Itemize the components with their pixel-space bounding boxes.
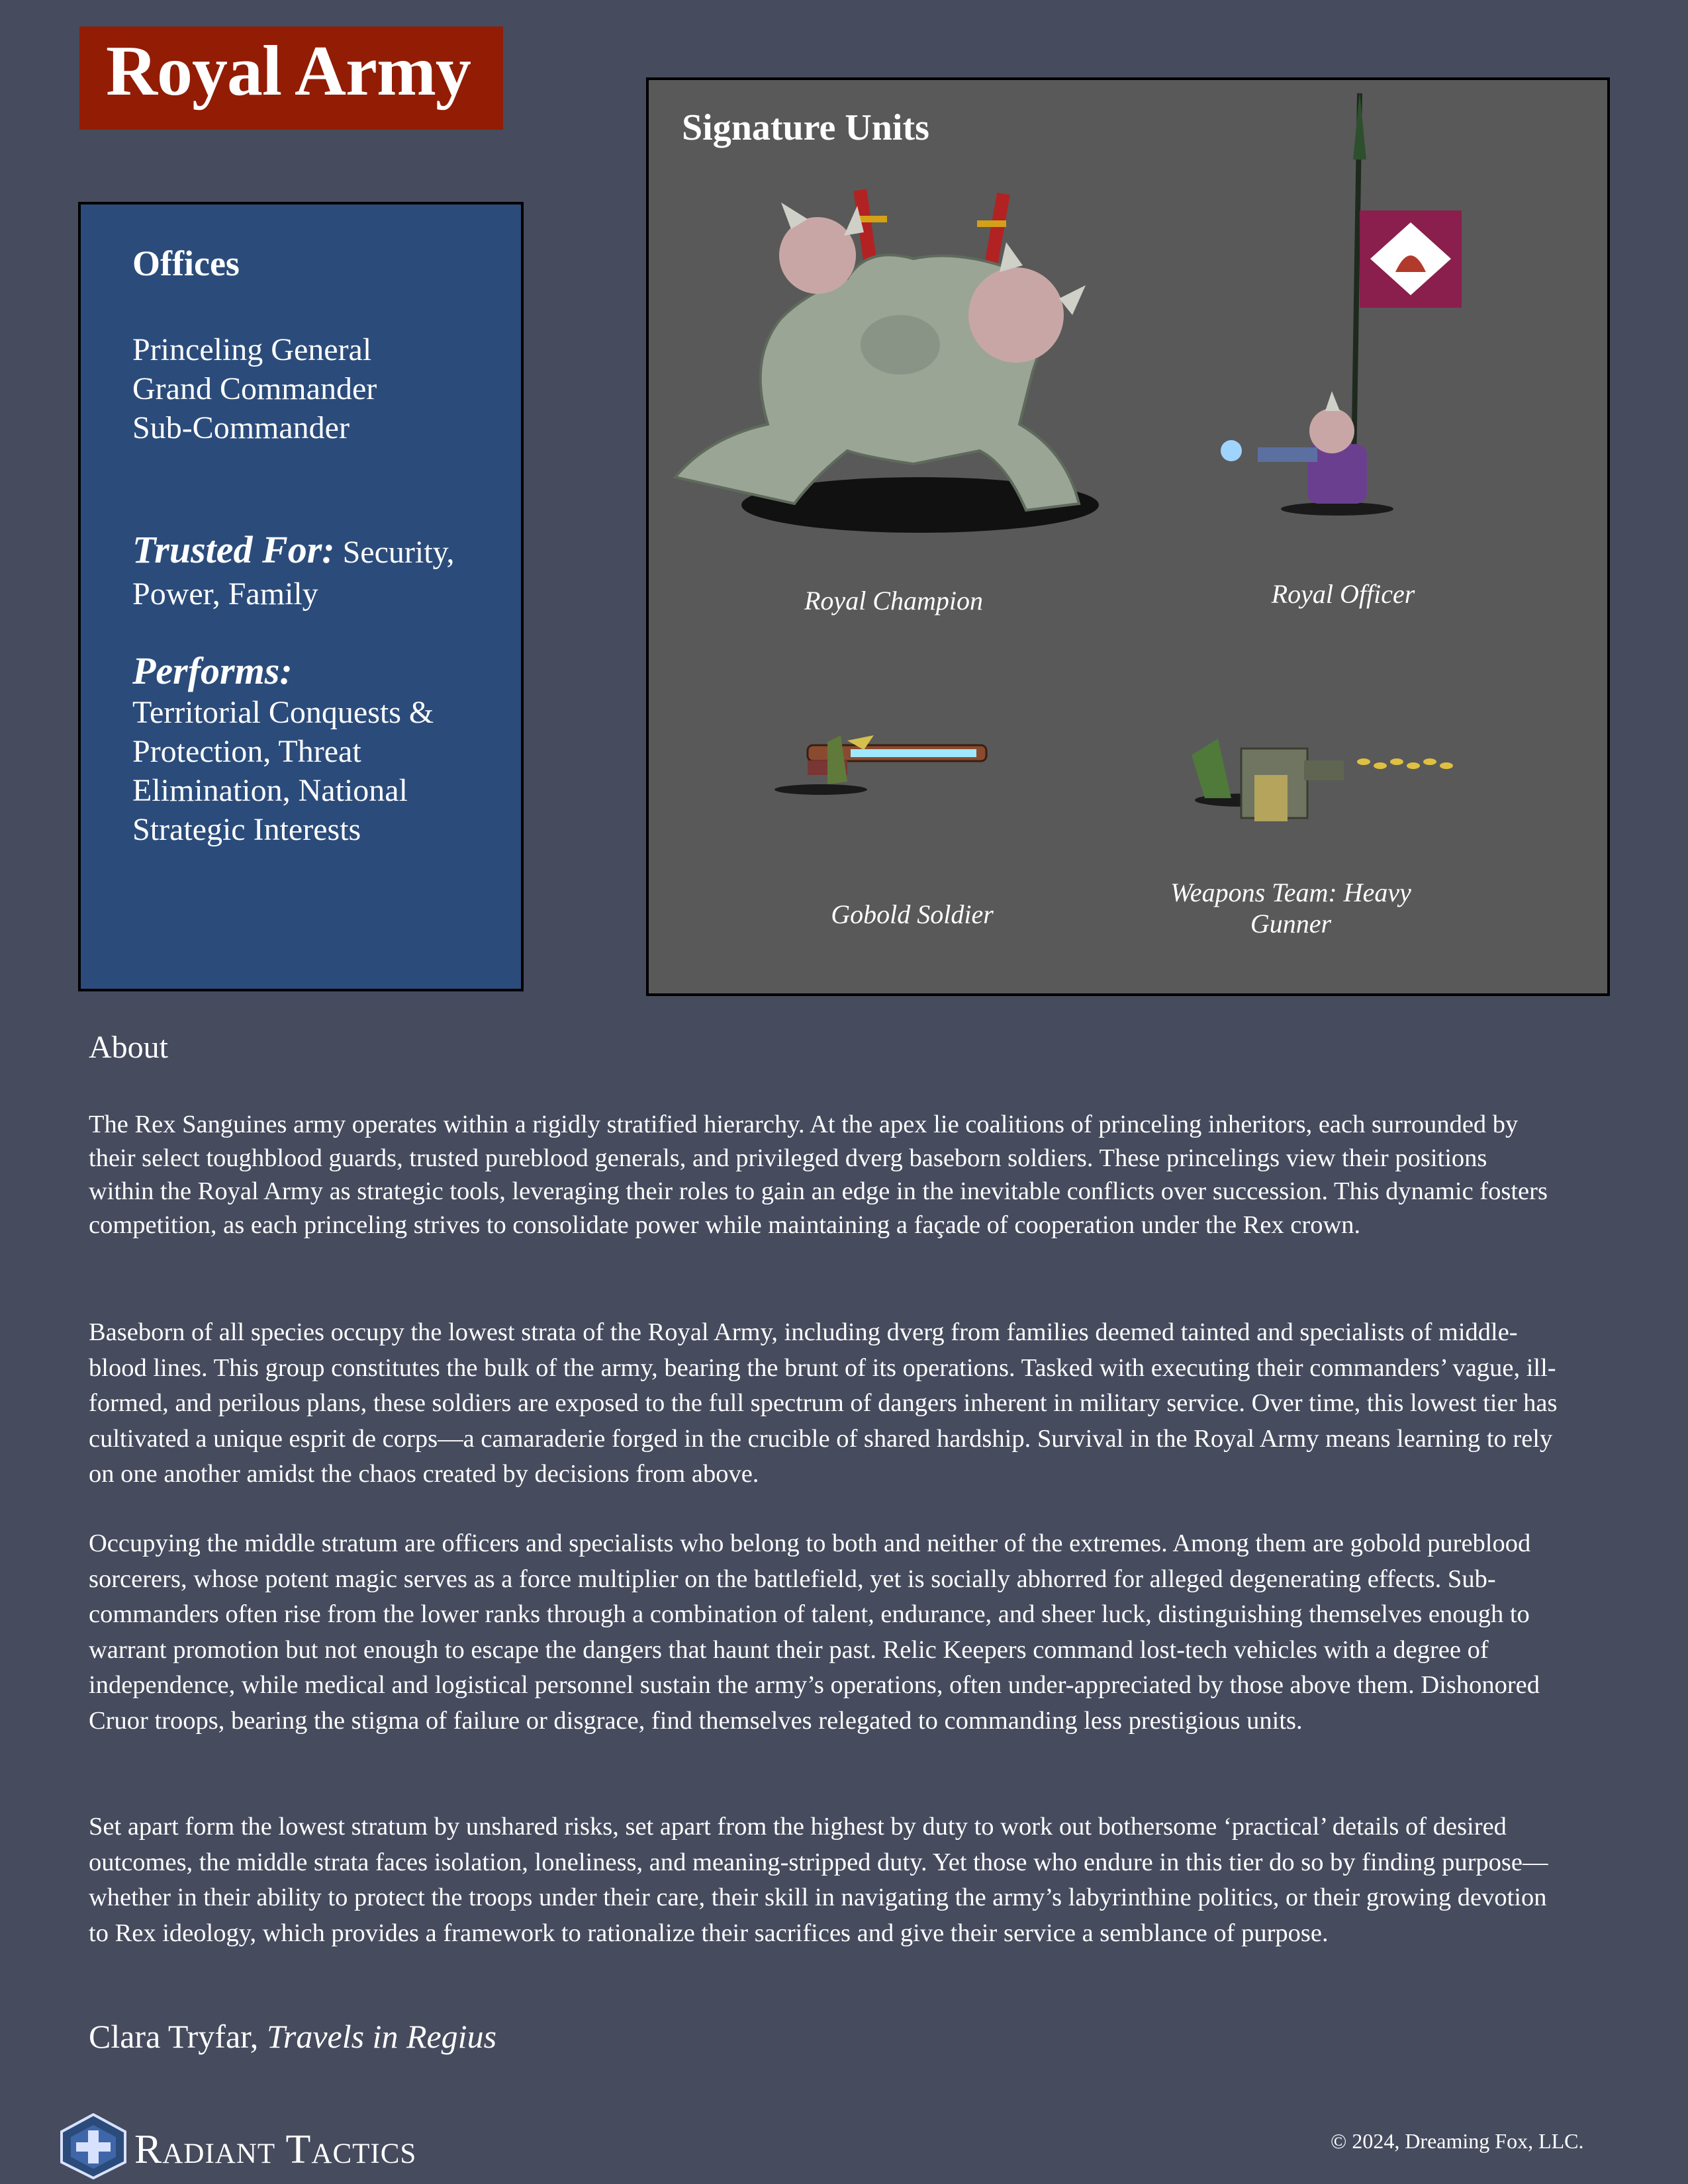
performs-label: Performs: xyxy=(132,649,293,692)
signature-units-panel xyxy=(646,77,1610,996)
trusted-for xyxy=(132,529,477,615)
about-paragraph: Set apart form the lowest stratum by unshared risks, set apart from the highest by duty to work out bothersome ‘practical’ details of desired outcomes, the middle strata faces isolation, loneliness, and meaning-stripped duty. Yet those who endure in this tier do so by finding purpose—whether in their ability to protect the troops under their care, their skill in navigating the army’s labyrinthine politics, or their growing devotion to Rex ideology, which provides a framework to rationalize their sacrifices and give their service a semblance of purpose. xyxy=(89,1813,1548,1947)
offices-list xyxy=(132,330,377,447)
unit-caption-royal-champion: Royal Champion xyxy=(804,586,983,615)
brand-logo xyxy=(56,2113,467,2179)
heavy-gunner-icon xyxy=(1192,739,1453,821)
performs xyxy=(132,651,477,849)
performs-value: Territorial Conquests & Protection, Threat Elimination, National Strategic Interests xyxy=(132,695,434,847)
radiant-tactics-logo-icon xyxy=(56,2113,130,2179)
trusted-for-label: Trusted For: xyxy=(132,528,335,571)
copyright: © 2024, Dreaming Fox, LLC. xyxy=(1331,2129,1584,2153)
about-paragraph: Baseborn of all species occupy the lowest strata of the Royal Army, including dverg from families deemed tainted and specialists of middle-blood lines. This group constitutes the bulk of the army, bearing the brunt of its operations. Tasked with executing their commanders’ vague, ill-formed, and perilous plans, these soldiers are exposed to the full spectrum of dangers inherent in military service. Over time, this lowest tier has cultivated a unique esprit de corps—a camaraderie forged in the crucible of shared hardship. Survival in the Royal Army means learning to rely on one another amidst the chaos created by decisions from above. xyxy=(89,1318,1558,1488)
royal-champion-icon xyxy=(675,189,1099,533)
about-heading: About xyxy=(89,1030,168,1065)
trusted-for-value: Security, Power, Family xyxy=(132,535,455,612)
title-banner xyxy=(79,26,503,130)
about-paragraph: Occupying the middle stratum are officers and specialists who belong to both and neither of the extremes. Among them are gobold pureblood sorcerers, whose potent magic serves as a force multiplier on the battlefield, yet is socially abhorred for alleged degenerating effects. Sub-commanders often rise from the lower ranks through a combination of talent, endurance, and sheer luck, distinguishing themselves enough to warrant promotion but not enough to escape the dangers that haunt their past. Relic Keepers command lost-tech vehicles with a degree of independence, while medical and logistical personnel sustain the army’s operations, often under-appreciated by those above them. Dishonored Cruor troops, bearing the stigma of failure or disgrace, find themselves relegated to commanding less prestigious units. xyxy=(89,1529,1540,1735)
offices-heading: Offices xyxy=(132,244,240,283)
office-item: Princeling General xyxy=(132,332,372,367)
unit-caption-heavy-gunner: Weapons Team: Heavy Gunner xyxy=(1170,878,1411,938)
attribution xyxy=(89,2017,496,2056)
unit-caption-gobold-soldier: Gobold Soldier xyxy=(831,899,994,929)
about-paragraph: The Rex Sanguines army operates within a rigidly stratified hierarchy. At the apex lie coalitions of princeling inheritors, each surrounded by their select toughblood guards, trusted pureblood generals, and privileged dverg baseborn soldiers. These princelings view their positions within the Royal Army as strategic tools, leveraging their roles to gain an edge in the inevitable conflicts over succession. This dynamic fosters competition, as each princeling strives to consolidate power while maintaining a façade of cooperation under the Rex crown. xyxy=(89,1111,1548,1239)
gobold-soldier-icon xyxy=(774,735,986,795)
unit-caption-royal-officer: Royal Officer xyxy=(1271,579,1415,609)
office-item: Sub-Commander xyxy=(132,410,350,445)
page-title: Royal Army xyxy=(106,32,471,111)
royal-officer-icon xyxy=(1221,92,1462,516)
attribution-work: Travels in Regius xyxy=(266,2018,497,2055)
office-item: Grand Commander xyxy=(132,371,377,406)
offices-panel xyxy=(78,202,524,991)
brand-name: Radiant Tactics xyxy=(134,2127,417,2172)
signature-units-heading: Signature Units xyxy=(682,107,929,148)
attribution-author: Clara Tryfar, xyxy=(89,2018,259,2055)
